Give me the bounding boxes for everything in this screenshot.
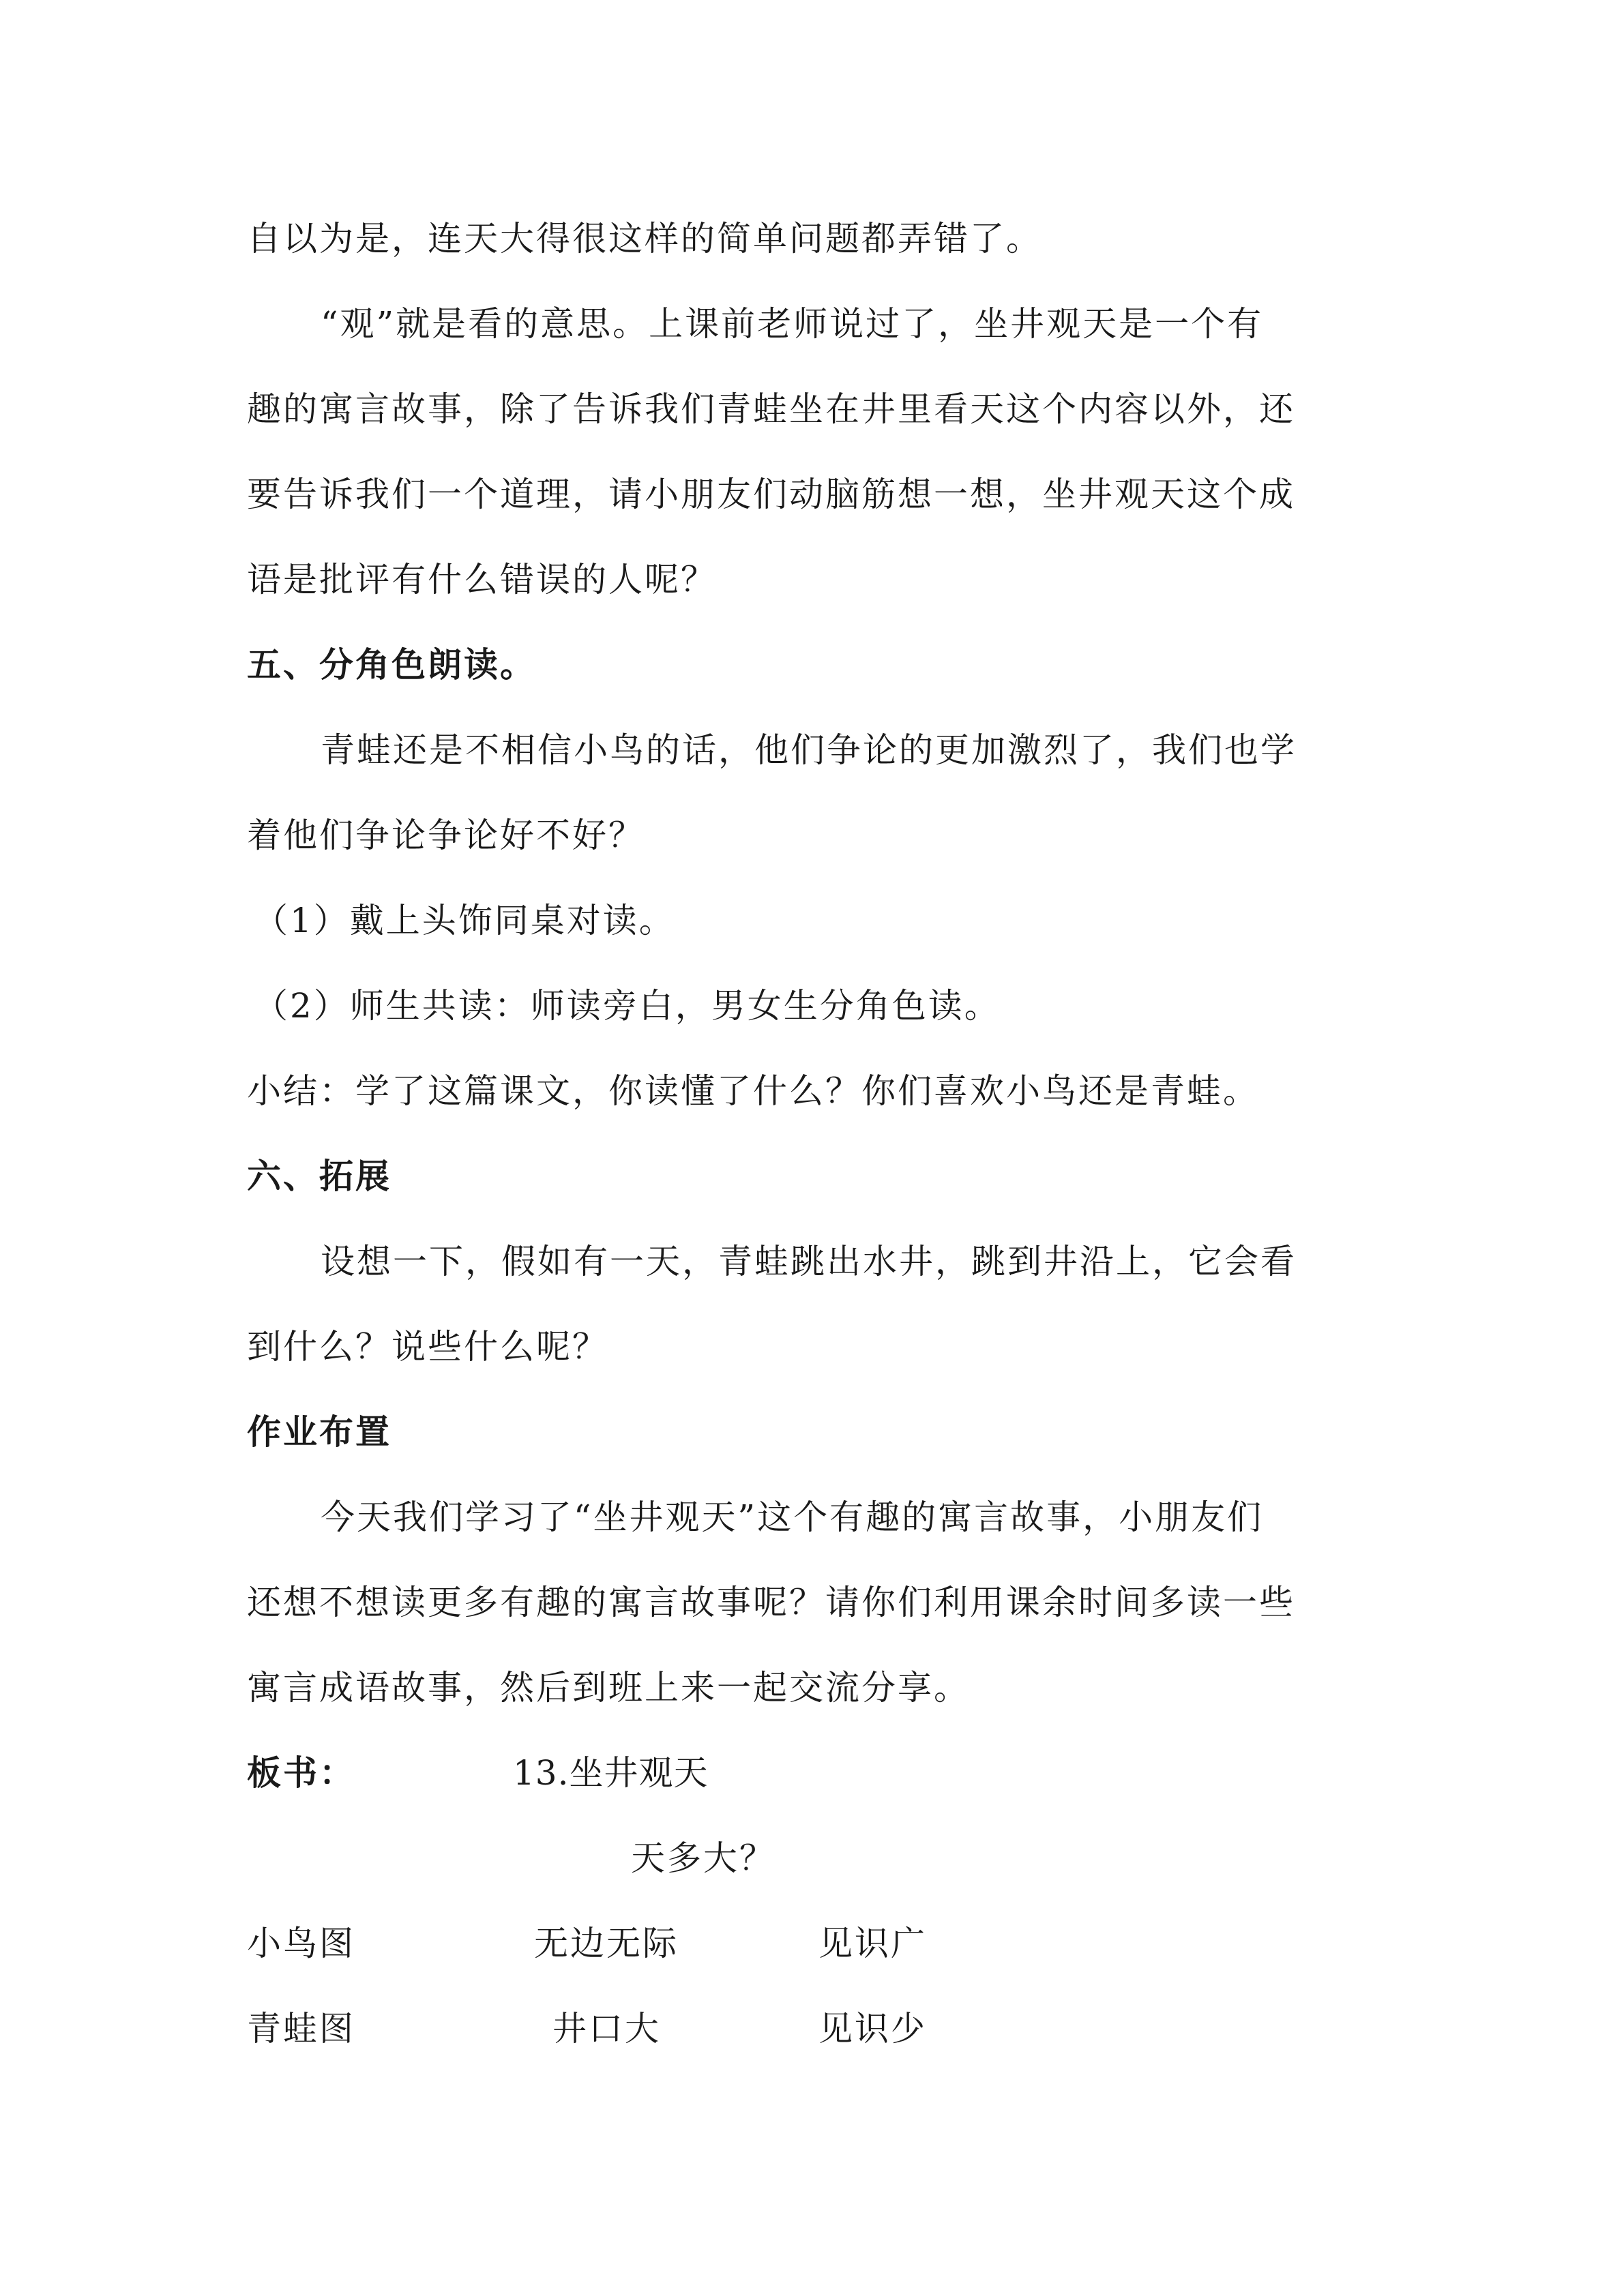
board-row-label: 小鸟图: [247, 1924, 355, 1963]
paragraph-line: 自以为是，连天大得很这样的简单问题都弄错了。: [247, 219, 1042, 258]
section-heading: 作业布置: [247, 1412, 392, 1452]
board-row-middle: 井口大: [552, 2009, 661, 2048]
section-heading: 六、拓展: [247, 1157, 392, 1196]
paragraph-line: 今天我们学习了“坐井观天”这个有趣的寓言故事，小朋友们: [321, 1497, 1264, 1537]
paragraph-line: 要告诉我们一个道理，请小朋友们动脑筋想一想，坐井观天这个成: [247, 475, 1295, 514]
board-row-label: 青蛙图: [247, 2009, 355, 2048]
paragraph-line: 趣的寓言故事，除了告诉我们青蛙坐在井里看天这个内容以外，还: [247, 389, 1295, 429]
paragraph-line: 寓言成语故事，然后到班上来一起交流分享。: [247, 1668, 970, 1708]
paragraph-line: 设想一下，假如有一天，青蛙跳出水井，跳到井沿上，它会看: [321, 1242, 1297, 1281]
section-heading: 五、分角色朗读。: [247, 645, 536, 685]
list-item: （1）戴上头饰同桌对读。: [254, 901, 675, 940]
paragraph-line: 语是批评有什么错误的人呢？: [247, 560, 717, 599]
paragraph-line: 着他们争论争论好不好？: [247, 816, 645, 855]
board-row-right: 见识少: [818, 2009, 927, 2048]
board-label: 板书：: [247, 1753, 355, 1793]
board-question: 天多大？: [631, 1838, 776, 1878]
paragraph-line: 还想不想读更多有趣的寓言故事呢？请你们利用课余时间多读一些: [247, 1583, 1295, 1622]
paragraph-line: 到什么？说些什么呢？: [247, 1327, 608, 1367]
board-row-middle: 无边无际: [534, 1924, 679, 1963]
board-title: 13.坐井观天: [513, 1753, 709, 1793]
board-row-right: 见识广: [818, 1924, 927, 1963]
paragraph-line: “观”就是看的意思。上课前老师说过了，坐井观天是一个有: [321, 304, 1264, 344]
summary-line: 小结：学了这篇课文，你读懂了什么？你们喜欢小鸟还是青蛙。: [247, 1071, 1259, 1111]
paragraph-line: 青蛙还是不相信小鸟的话，他们争论的更加激烈了，我们也学: [321, 730, 1297, 770]
list-item: （2）师生共读：师读旁白，男女生分角色读。: [254, 986, 1001, 1026]
